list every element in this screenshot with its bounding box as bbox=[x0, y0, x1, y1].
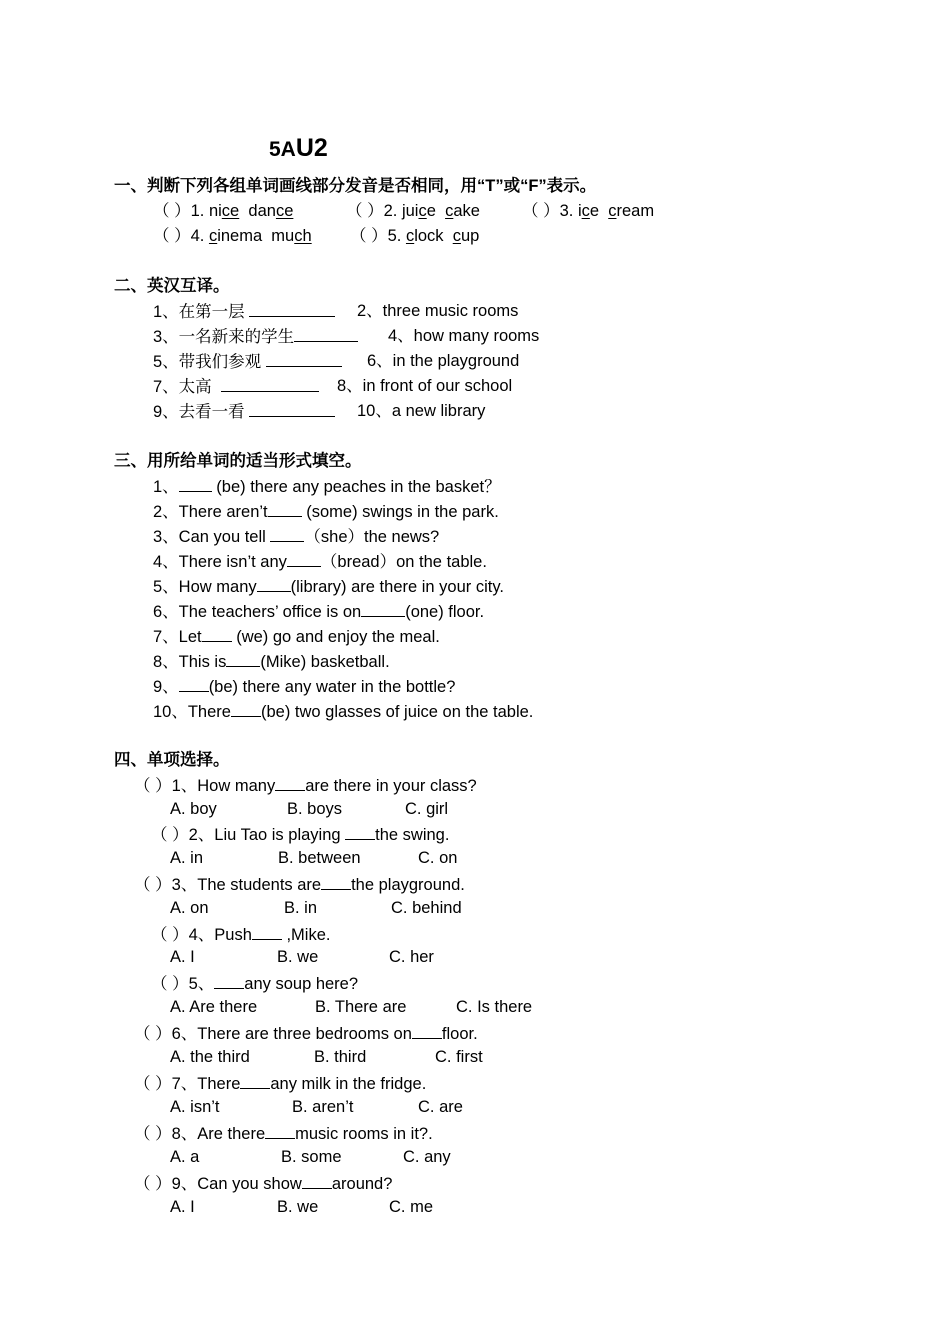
answer-paren[interactable]: （ ） bbox=[153, 202, 191, 220]
answer-paren[interactable]: （ ） bbox=[151, 826, 189, 844]
s3-question-9 bbox=[153, 675, 455, 698]
section-4-heading: 四、单项选择。 bbox=[114, 751, 230, 769]
q-text: 1、 bbox=[153, 478, 179, 496]
q-text: 3、Can you tell bbox=[153, 528, 271, 546]
answer-blank bbox=[214, 972, 244, 989]
q-text: 8、Are there bbox=[171, 1125, 266, 1143]
s2-item-10: 10、a new library bbox=[357, 402, 486, 420]
s4-q3-option-b[interactable]: B. in bbox=[284, 899, 318, 917]
q-text: 3、The students are bbox=[171, 876, 322, 894]
s4-question-4 bbox=[151, 923, 330, 946]
answer-paren[interactable]: （ ） bbox=[134, 777, 172, 795]
answer-blank bbox=[252, 923, 282, 940]
s2-item-2: 2、three music rooms bbox=[357, 302, 519, 320]
answer-blank bbox=[302, 1172, 332, 1189]
s2-item-7 bbox=[153, 375, 319, 398]
q-text: the swing. bbox=[375, 826, 450, 844]
answer-paren[interactable]: （ ） bbox=[153, 227, 191, 245]
s4-q1-option-c[interactable]: C. girl bbox=[405, 800, 449, 818]
s3-question-8 bbox=[153, 650, 390, 673]
answer-blank[interactable] bbox=[268, 500, 302, 517]
word-part: ream bbox=[616, 202, 655, 220]
section-3-heading: 三、用所给单词的适当形式填空。 bbox=[114, 452, 362, 470]
s4-q3-option-a[interactable]: A. on bbox=[170, 899, 209, 917]
s1-question-2 bbox=[346, 200, 480, 222]
title-suffix: U2 bbox=[295, 134, 328, 162]
word-part: e bbox=[589, 202, 609, 220]
q-text: are there in your class? bbox=[305, 777, 477, 795]
answer-paren[interactable]: （ ） bbox=[134, 1025, 172, 1043]
answer-blank[interactable] bbox=[231, 700, 261, 717]
item-text: 3、一名新来的学生 bbox=[153, 328, 295, 346]
s4-q5-option-b[interactable]: B. There are bbox=[315, 998, 407, 1016]
underlined-part: c bbox=[405, 227, 415, 245]
q-number: 1. bbox=[190, 202, 209, 220]
s4-q9-option-c[interactable]: C. me bbox=[389, 1198, 434, 1216]
answer-paren[interactable]: （ ） bbox=[134, 876, 172, 894]
s2-item-4: 4、how many rooms bbox=[388, 327, 540, 345]
answer-blank[interactable] bbox=[179, 475, 212, 492]
q-text: 6、There are three bedrooms on bbox=[171, 1025, 412, 1043]
underlined-part: c bbox=[452, 227, 461, 245]
s4-q7-option-b[interactable]: B. aren’t bbox=[292, 1098, 354, 1116]
s4-question-3 bbox=[134, 873, 465, 896]
answer-blank[interactable] bbox=[249, 300, 335, 317]
title-prefix: 5A bbox=[269, 138, 296, 161]
s3-question-7 bbox=[153, 625, 440, 648]
s4-q7-option-c[interactable]: C. are bbox=[418, 1098, 463, 1116]
s3-question-4 bbox=[153, 550, 487, 573]
underlined-part: ch bbox=[294, 227, 312, 245]
answer-paren[interactable]: （ ） bbox=[522, 202, 560, 220]
s4-q1-option-a[interactable]: A. boy bbox=[170, 800, 217, 818]
q-text: (one) floor. bbox=[405, 603, 485, 621]
answer-paren[interactable]: （ ） bbox=[134, 1125, 172, 1143]
underlined-part: c bbox=[418, 202, 427, 220]
s3-question-10 bbox=[153, 700, 533, 723]
s4-question-8 bbox=[134, 1122, 433, 1145]
answer-blank[interactable] bbox=[266, 350, 342, 367]
answer-blank[interactable] bbox=[221, 375, 319, 392]
s4-q5-option-a[interactable]: A. Are there bbox=[170, 998, 258, 1016]
answer-blank bbox=[345, 823, 375, 840]
underlined-part: ce bbox=[275, 202, 294, 220]
s4-question-6 bbox=[134, 1022, 478, 1045]
answer-blank[interactable] bbox=[179, 675, 209, 692]
s4-q9-option-a[interactable]: A. I bbox=[170, 1198, 195, 1216]
answer-blank bbox=[275, 774, 305, 791]
word-part: ake bbox=[453, 202, 480, 220]
word-part: up bbox=[460, 227, 480, 245]
s4-q8-option-a[interactable]: A. a bbox=[170, 1148, 200, 1166]
s1-question-5 bbox=[350, 225, 479, 247]
q-number: 5. bbox=[387, 227, 406, 245]
s4-q3-option-c[interactable]: C. behind bbox=[391, 899, 462, 917]
s2-item-3 bbox=[153, 325, 358, 348]
q-text: any soup here? bbox=[244, 975, 359, 993]
answer-blank bbox=[240, 1072, 270, 1089]
q-text: 7、Let bbox=[153, 628, 202, 646]
underlined-part: c bbox=[445, 202, 454, 220]
q-text: 2、Liu Tao is playing bbox=[188, 826, 346, 844]
q-text: (Mike) basketball. bbox=[260, 653, 390, 671]
s4-question-1 bbox=[134, 774, 477, 797]
s4-q8-option-c[interactable]: C. any bbox=[403, 1148, 451, 1166]
q-number: 2. bbox=[383, 202, 402, 220]
section-1-heading: 一、判断下列各组单词画线部分发音是否相同，用“T”或“F”表示。 bbox=[114, 177, 597, 195]
q-text: 5、How many bbox=[153, 578, 257, 596]
answer-paren[interactable]: （ ） bbox=[151, 926, 189, 944]
answer-paren[interactable]: （ ） bbox=[346, 202, 384, 220]
answer-paren[interactable]: （ ） bbox=[151, 975, 189, 993]
answer-paren[interactable]: （ ） bbox=[350, 227, 388, 245]
word-part: i bbox=[577, 202, 582, 220]
answer-paren[interactable]: （ ） bbox=[134, 1175, 172, 1193]
item-text: 9、去看一看 bbox=[153, 403, 245, 421]
underlined-part: ce bbox=[221, 202, 240, 220]
q-number: 4. bbox=[190, 227, 209, 245]
s4-question-9 bbox=[134, 1172, 392, 1195]
q-text: (be) there any water in the bottle? bbox=[208, 678, 456, 696]
q-text: the playground. bbox=[351, 876, 465, 894]
answer-blank[interactable] bbox=[294, 325, 358, 342]
s4-question-2 bbox=[151, 823, 449, 846]
s3-question-3 bbox=[153, 525, 439, 548]
s2-item-6: 6、in the playground bbox=[367, 352, 520, 370]
q-text: 7、There bbox=[171, 1075, 241, 1093]
answer-blank[interactable] bbox=[361, 600, 405, 617]
q-number: 3. bbox=[559, 202, 578, 220]
q-text: music rooms in it?. bbox=[295, 1125, 433, 1143]
item-text: 1、在第一层 bbox=[153, 303, 245, 321]
q-text: floor. bbox=[441, 1025, 478, 1043]
word-part: ni bbox=[208, 202, 222, 220]
q-text: （she）the news? bbox=[304, 528, 440, 546]
answer-blank bbox=[265, 1122, 295, 1139]
item-text: 5、带我们参观 bbox=[153, 353, 262, 371]
word-part: dan bbox=[239, 202, 276, 220]
q-text: 4、Push bbox=[188, 926, 252, 944]
s4-q4-option-b[interactable]: B. we bbox=[277, 948, 319, 966]
s3-question-5 bbox=[153, 575, 504, 598]
q-text: (some) swings in the park. bbox=[301, 503, 499, 521]
s2-item-9 bbox=[153, 400, 335, 423]
q-text: 6、The teachers’ office is on bbox=[153, 603, 362, 621]
s4-q5-option-c[interactable]: C. Is there bbox=[456, 998, 533, 1016]
s4-q8-option-b[interactable]: B. some bbox=[281, 1148, 342, 1166]
s1-question-1 bbox=[153, 200, 293, 222]
s3-question-6 bbox=[153, 600, 484, 623]
underlined-part: c bbox=[208, 227, 218, 245]
s4-q4-option-c[interactable]: C. her bbox=[389, 948, 434, 966]
q-text: (be) two glasses of juice on the table. bbox=[260, 703, 534, 721]
q-text: any milk in the fridge. bbox=[270, 1075, 427, 1093]
s4-q6-option-c[interactable]: C. first bbox=[435, 1048, 483, 1066]
word-part: inema mu bbox=[217, 227, 295, 245]
q-text: 9、Can you show bbox=[171, 1175, 302, 1193]
s2-item-8: 8、in front of our school bbox=[337, 377, 513, 395]
s3-question-1 bbox=[153, 475, 501, 498]
s4-q7-option-a[interactable]: A. isn’t bbox=[170, 1098, 220, 1116]
q-text: 4、There isn’t any bbox=[153, 553, 287, 571]
s4-q6-option-b[interactable]: B. third bbox=[314, 1048, 367, 1066]
s4-q6-option-a[interactable]: A. the third bbox=[170, 1048, 250, 1066]
q-text: 9、 bbox=[153, 678, 179, 696]
q-text: (library) are there in your city. bbox=[290, 578, 504, 596]
answer-paren[interactable]: （ ） bbox=[134, 1075, 172, 1093]
s4-q9-option-b[interactable]: B. we bbox=[277, 1198, 319, 1216]
answer-blank[interactable] bbox=[249, 400, 335, 417]
q-text: around? bbox=[331, 1175, 393, 1193]
q-text: 1、How many bbox=[171, 777, 276, 795]
answer-blank[interactable] bbox=[270, 525, 304, 542]
s2-item-1 bbox=[153, 300, 335, 323]
answer-blank[interactable] bbox=[257, 575, 291, 592]
s4-q2-option-c[interactable]: C. on bbox=[418, 849, 458, 867]
s4-question-7 bbox=[134, 1072, 426, 1095]
q-text: 10、There bbox=[153, 703, 231, 721]
word-part: e bbox=[426, 202, 446, 220]
s4-q1-option-b[interactable]: B. boys bbox=[287, 800, 343, 818]
s4-q2-option-b[interactable]: B. between bbox=[278, 849, 361, 867]
answer-blank bbox=[321, 873, 351, 890]
q-text: 5、 bbox=[188, 975, 215, 993]
s4-question-5 bbox=[151, 972, 358, 995]
word-part: jui bbox=[401, 202, 419, 220]
underlined-part: c bbox=[608, 202, 617, 220]
section-2-heading: 二、英汉互译。 bbox=[114, 277, 230, 295]
q-text: 2、There aren’t bbox=[153, 503, 268, 521]
answer-blank[interactable] bbox=[226, 650, 260, 667]
answer-blank[interactable] bbox=[202, 625, 232, 642]
q-text: (be) there any peaches in the basket？ bbox=[211, 478, 501, 496]
answer-blank bbox=[412, 1022, 442, 1039]
s1-question-3 bbox=[522, 200, 654, 222]
q-text: （bread）on the table. bbox=[320, 553, 487, 571]
answer-blank[interactable] bbox=[287, 550, 321, 567]
s4-q2-option-a[interactable]: A. in bbox=[170, 849, 204, 867]
underlined-part: c bbox=[581, 202, 590, 220]
q-text: (we) go and enjoy the meal. bbox=[231, 628, 440, 646]
s3-question-2 bbox=[153, 500, 499, 523]
s4-q4-option-a[interactable]: A. I bbox=[170, 948, 195, 966]
page-title bbox=[269, 135, 328, 163]
item-text: 7、太高 bbox=[153, 378, 212, 396]
word-part: lock bbox=[414, 227, 453, 245]
s2-item-5 bbox=[153, 350, 342, 373]
q-text: 8、This is bbox=[153, 653, 227, 671]
q-text: ,Mike. bbox=[281, 926, 331, 944]
s1-question-4 bbox=[153, 225, 312, 247]
